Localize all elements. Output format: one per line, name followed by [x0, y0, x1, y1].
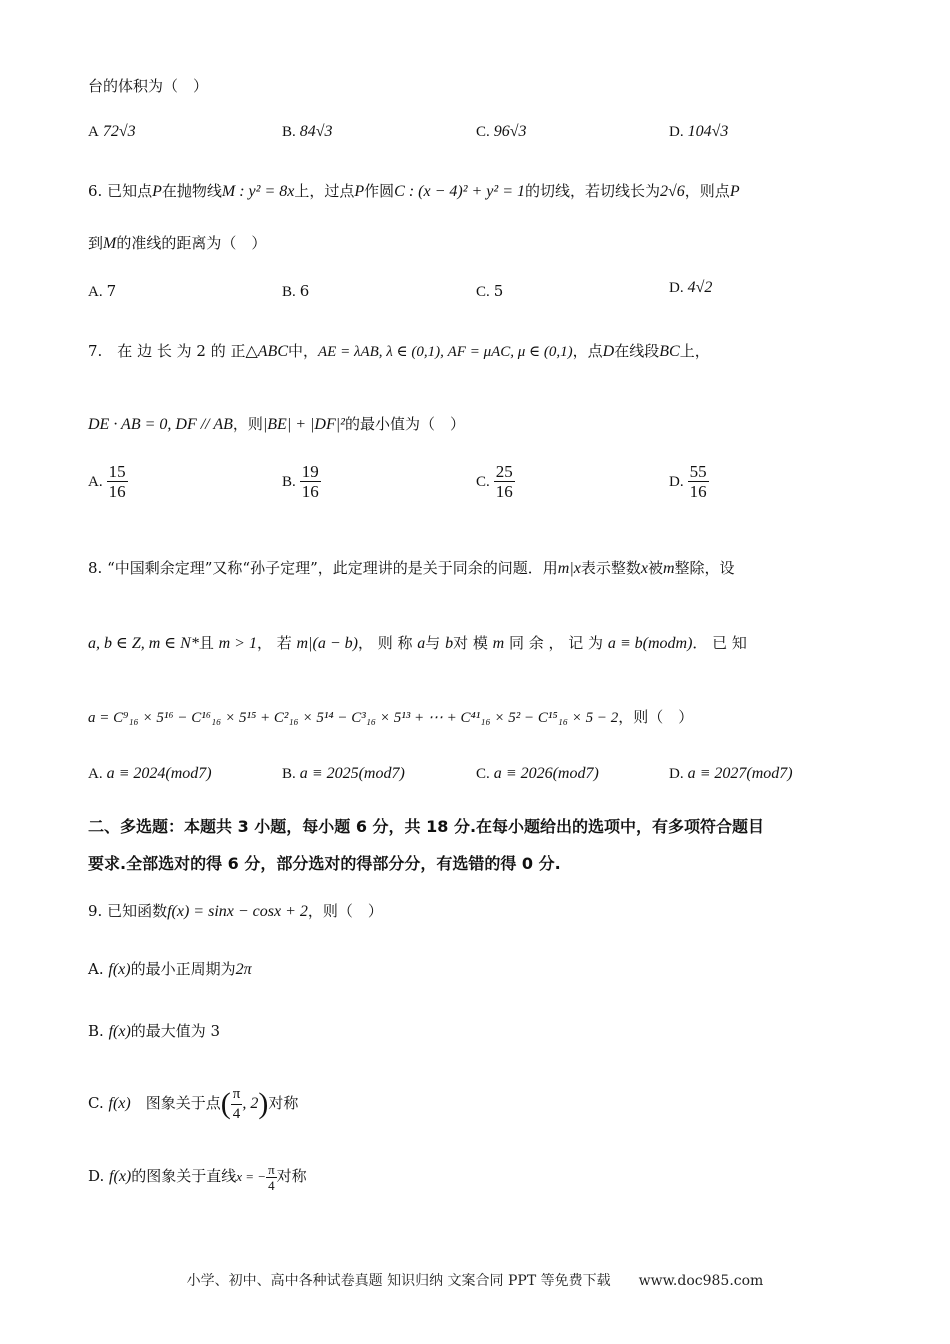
- q6-option-c: C. 5: [476, 282, 504, 300]
- q6-stem-line2: 到M的准线的距离为（ ）: [88, 234, 267, 252]
- q9-option-a: A. f(x)的最小正周期为2π: [88, 960, 252, 978]
- q7-option-b: B. $\frac{19}{16}$: [282, 462, 319, 501]
- q8-option-c: C. a ≡ 2026(mod7): [476, 765, 599, 782]
- q9-option-d: D. f(x)的图象关于直线x = − $\frac{\pi}{4}$ 对称: [88, 1161, 307, 1193]
- q7-stem-line2: DE · AB = 0, DF // AB，则|BE| + |DF|²的最小值为（ ）: [88, 415, 465, 433]
- q5-option-d: D. 104√3: [669, 123, 729, 140]
- page-footer: 小学、初中、高中各种试卷真题 知识归纳 文案合同 PPT 等免费下载 www.doc985.com: [186, 1273, 764, 1289]
- section2-heading-line1: 二、多选题：本题共 3 小题，每小题 6 分，共 18 分.在每小题给出的选项中，有多项符合题目: [88, 817, 765, 836]
- q7-option-c: C. $\frac{25}{16}$: [476, 462, 513, 501]
- q5-option-c: C. 96√3: [476, 123, 527, 140]
- q6-option-b: B. 6: [282, 282, 310, 300]
- q6-stem-line1: 6. 已知点P在抛物线M : y² = 8x上，过点P作圆C : (x − 4)² + y² = 1的切线，若切线长为2√6，则点P: [88, 182, 740, 200]
- q5-stem-tail: 台的体积为（ ）: [88, 77, 209, 95]
- q8-stem-line1: 8. “中国剩余定理”又称“孙子定理”，此定理讲的是关于同余的问题．用m|x表示整数x被m整除，设: [88, 559, 735, 577]
- q8-option-d: D. a ≡ 2027(mod7): [669, 765, 793, 782]
- q9-option-c: C. f(x) 图象关于点( $\frac{\pi}{4}$ , 2)对称: [88, 1085, 299, 1122]
- q5-option-b: B. 84√3: [282, 123, 333, 140]
- q8-option-b: B. a ≡ 2025(mod7): [282, 765, 405, 782]
- q5-option-a: A 72√3: [88, 123, 136, 140]
- q8-stem-line3: a = C⁹₁₆ × 5¹⁶ − C¹⁶₁₆ × 5¹⁵ + C²₁₆ × 5¹⁴ − C³₁₆ × 5¹³ + ⋯ + C⁴¹₁₆ × 5² − C¹⁵₁₆ × 5 − 2，则（ ）: [88, 708, 694, 726]
- q8-option-a: A. a ≡ 2024(mod7): [88, 765, 212, 782]
- section2-heading-line2: 要求.全部选对的得 6 分，部分选对的得部分分，有选错的得 0 分.: [88, 854, 561, 873]
- q7-option-a: A. $\frac{15}{16}$: [88, 462, 126, 501]
- q9-option-b: B. f(x)的最大值为 3: [88, 1022, 221, 1040]
- q6-option-a: A. 7: [88, 282, 117, 300]
- q6-option-d: D. 4√2: [669, 279, 713, 296]
- q9-stem: 9. 已知函数f(x) = sinx − cosx + 2，则（ ）: [88, 902, 383, 920]
- q7-stem-line1: 7. 在 边 长 为 2 的 正△ABC中，AE = λAB, λ ∈ (0,1), AF = μAC, μ ∈ (0,1)，点D在线段BC上，: [88, 342, 710, 360]
- q7-option-d: D. $\frac{55}{16}$: [669, 462, 707, 501]
- q8-stem-line2: a, b ∈ Z, m ∈ N*且 m > 1， 若 m|(a − b)， 则 称 a与 b对 模 m 同 余 ， 记 为 a ≡ b(modm)． 已 知: [88, 634, 747, 652]
